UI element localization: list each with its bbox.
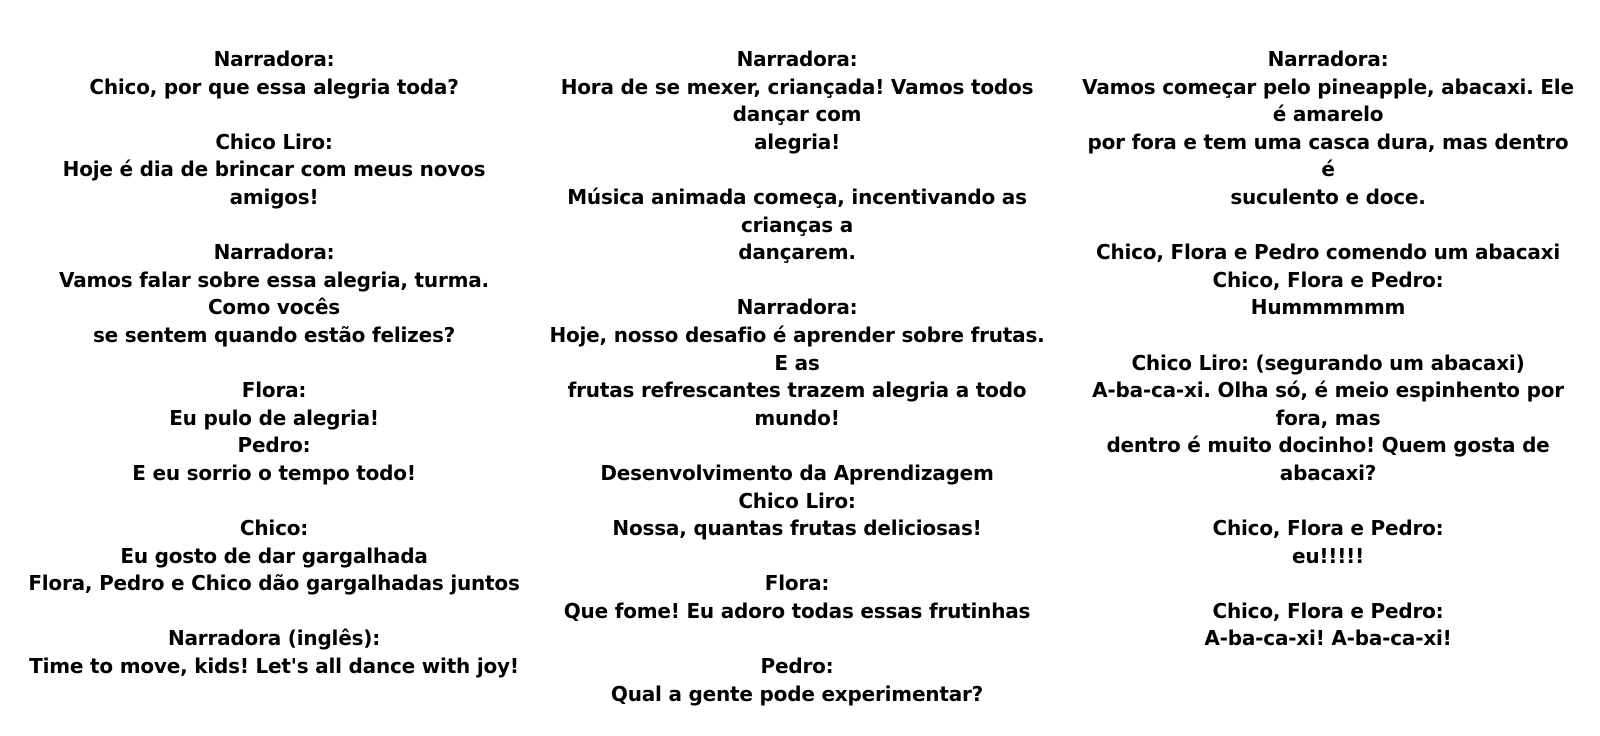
dialogue-line: Vamos começar pelo pineapple, abacaxi. Ele é amarelo bbox=[1082, 74, 1574, 127]
speaker-label: Narradora: bbox=[213, 47, 335, 71]
dialogue-line: eu!!!!! bbox=[1291, 543, 1364, 568]
speaker-label: Narradora: bbox=[213, 240, 335, 265]
dialogue-block bbox=[547, 570, 1047, 625]
speaker-label: Pedro: bbox=[760, 654, 834, 679]
dialogue-line: Eu gosto de dar gargalhada bbox=[120, 543, 428, 568]
stage-direction: Flora, Pedro e Chico dão gargalhadas juntos bbox=[28, 571, 520, 596]
speaker-label: Flora: bbox=[241, 378, 307, 403]
dialogue-line: Hoje é dia de brincar com meus novos amigos! bbox=[62, 157, 486, 209]
dialogue-line: alegria! bbox=[754, 129, 840, 154]
speaker-label: Narradora: bbox=[736, 295, 858, 320]
dialogue-line: Hummmmmm bbox=[1250, 295, 1406, 320]
stage-direction-block bbox=[547, 184, 1047, 267]
stage-direction: Chico, Flora e Pedro comendo um abacaxi bbox=[1095, 240, 1561, 265]
dialogue-line: frutas refrescantes trazem alegria a todo mundo! bbox=[567, 378, 1027, 430]
script-column-1 bbox=[26, 46, 522, 708]
dialogue-block bbox=[26, 625, 522, 680]
speaker-label: Chico Liro: bbox=[738, 488, 856, 513]
dialogue-block bbox=[26, 129, 522, 212]
dialogue-block bbox=[26, 239, 522, 349]
dialogue-line: Hora de se mexer, criançada! Vamos todos dançar com bbox=[560, 74, 1034, 127]
dialogue-line: Chico, por que essa alegria toda? bbox=[89, 74, 459, 99]
dialogue-line: Que fome! Eu adoro todas essas frutinhas bbox=[563, 598, 1031, 623]
dialogue-line: A-ba-ca-xi! A-ba-ca-xi! bbox=[1204, 626, 1452, 651]
dialogue-block bbox=[1078, 46, 1578, 212]
dialogue-block bbox=[547, 294, 1047, 432]
speaker-label: Chico, Flora e Pedro: bbox=[1212, 516, 1444, 541]
speaker-label: Chico, Flora e Pedro: bbox=[1212, 267, 1444, 292]
speaker-label: Narradora: bbox=[736, 47, 858, 71]
dialogue-line: Eu pulo de alegria! bbox=[169, 405, 379, 430]
dialogue-line: E eu sorrio o tempo todo! bbox=[132, 460, 416, 485]
speaker-label: Chico, Flora e Pedro: bbox=[1212, 598, 1444, 623]
speaker-label: Pedro: bbox=[237, 433, 311, 458]
dialogue-line: se sentem quando estão felizes? bbox=[92, 322, 456, 347]
dialogue-block bbox=[26, 377, 522, 487]
stage-direction: Música animada começa, incentivando as crianças a bbox=[567, 184, 1027, 237]
dialogue-line: suculento e doce. bbox=[1230, 184, 1426, 209]
speaker-label: Chico: bbox=[239, 516, 309, 541]
stage-direction: dançarem. bbox=[738, 240, 856, 265]
dialogue-line: por fora e tem uma casca dura, mas dentro é bbox=[1087, 129, 1569, 182]
dialogue-block bbox=[1078, 350, 1578, 488]
speaker-label: Narradora (inglês): bbox=[167, 626, 381, 651]
speaker-label: Narradora: bbox=[1267, 47, 1389, 71]
speaker-label: Flora: bbox=[764, 571, 830, 596]
dialogue-line: A-ba-ca-xi. Olha só, é meio espinhento por fora, mas bbox=[1092, 378, 1564, 430]
dialogue-line: dentro é muito docinho! Quem gosta de abacaxi? bbox=[1106, 433, 1550, 485]
dialogue-block bbox=[1078, 515, 1578, 570]
dialogue-line: Vamos falar sobre essa alegria, turma. Como vocês bbox=[59, 267, 489, 320]
dialogue-line: Time to move, kids! Let's all dance with joy! bbox=[29, 654, 519, 679]
dialogue-block bbox=[26, 515, 522, 598]
dialogue-block bbox=[1078, 598, 1578, 653]
script-column-3 bbox=[1078, 46, 1578, 681]
dialogue-block bbox=[547, 460, 1047, 543]
dialogue-line: Nossa, quantas frutas deliciosas! bbox=[612, 516, 982, 541]
dialogue-block bbox=[547, 46, 1047, 156]
dialogue-block bbox=[1078, 239, 1578, 322]
dialogue-block bbox=[26, 46, 522, 101]
dialogue-block bbox=[547, 653, 1047, 708]
speaker-label: Chico Liro: (segurando um abacaxi) bbox=[1131, 350, 1525, 375]
dialogue-line: Qual a gente pode experimentar? bbox=[610, 681, 984, 706]
dialogue-line: Hoje, nosso desafio é aprender sobre frutas. E as bbox=[549, 322, 1045, 375]
speaker-label: Chico Liro: bbox=[215, 129, 333, 154]
section-heading: Desenvolvimento da Aprendizagem bbox=[600, 460, 994, 485]
script-column-2 bbox=[547, 46, 1047, 736]
